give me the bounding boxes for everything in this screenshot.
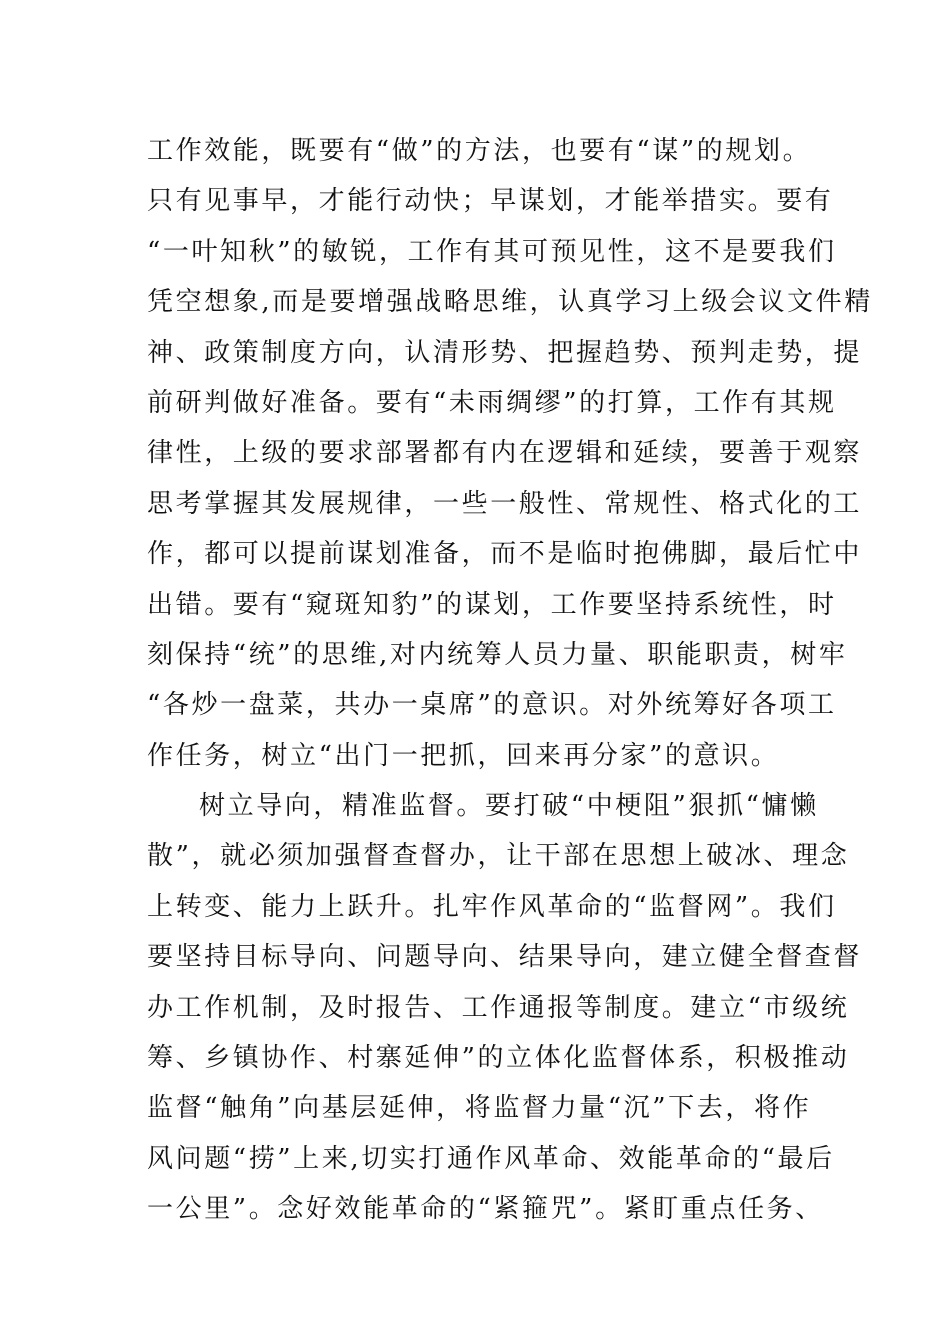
text-line: 上转变、能力上跃升。扎牢作风革命的“监督网”。我们 (147, 891, 837, 922)
text-line: 思考掌握其发展规律，一些一般性、常规性、格式化的工 (147, 488, 863, 519)
text-line: 监督“触角”向基层延伸，将监督力量“沉”下去，将作 (147, 1093, 812, 1124)
body-text (147, 126, 873, 1235)
text-line: 办工作机制，及时报告、工作通报等制度。建立“市级统 (147, 992, 850, 1023)
text-line: 律性，上级的要求部署都有内在逻辑和延续，要善于观察 (147, 438, 863, 469)
text-line: “一叶知秋”的敏锐，工作有其可预见性，这不是要我们 (147, 236, 837, 267)
text-line: 要坚持目标导向、问题导向、结果导向，建立健全督查督 (147, 942, 863, 973)
text-line: 散”，就必须加强督查督办，让干部在思想上破冰、理念 (147, 841, 850, 872)
text-line: 一公里”。念好效能革命的“紧箍咒”。紧盯重点任务、 (147, 1194, 824, 1225)
text-line: 只有见事早，才能行动快；早谋划，才能举措实。要有 (147, 186, 834, 217)
text-line: 前研判做好准备。要有“未雨绸缪”的打算，工作有其规 (147, 387, 837, 418)
text-line: 出错。要有“窥斑知豹”的谋划，工作要坚持系统性，时 (147, 589, 837, 620)
text-line: “各炒一盘菜，共办一桌席”的意识。对外统筹好各项工 (147, 690, 837, 721)
text-line: 作，都可以提前谋划准备，而不是临时抱佛脚，最后忙中 (147, 539, 863, 570)
text-line: 工作效能，既要有“做”的方法，也要有“谋”的规划。 (147, 136, 812, 166)
paragraph-start-line: 树立导向，精准监督。要打破“中梗阻”狠抓“慵懒 (199, 791, 819, 822)
text-line: 刻保持“统”的思维,对内统筹人员力量、职能职责，树牢 (147, 639, 848, 670)
text-line: 作任务，树立“出门一把抓，回来再分家”的意识。 (147, 740, 780, 771)
text-line: 筹、乡镇协作、村寨延伸”的立体化监督体系，积极推动 (147, 1043, 850, 1074)
text-line: 凭空想象,而是要增强战略思维，认真学习上级会议文件精 (147, 287, 873, 318)
text-line: 风问题“捞”上来,切实打通作风革命、效能革命的“最后 (147, 1143, 835, 1174)
text-line: 神、政策制度方向，认清形势、把握趋势、预判走势，提 (147, 337, 863, 368)
